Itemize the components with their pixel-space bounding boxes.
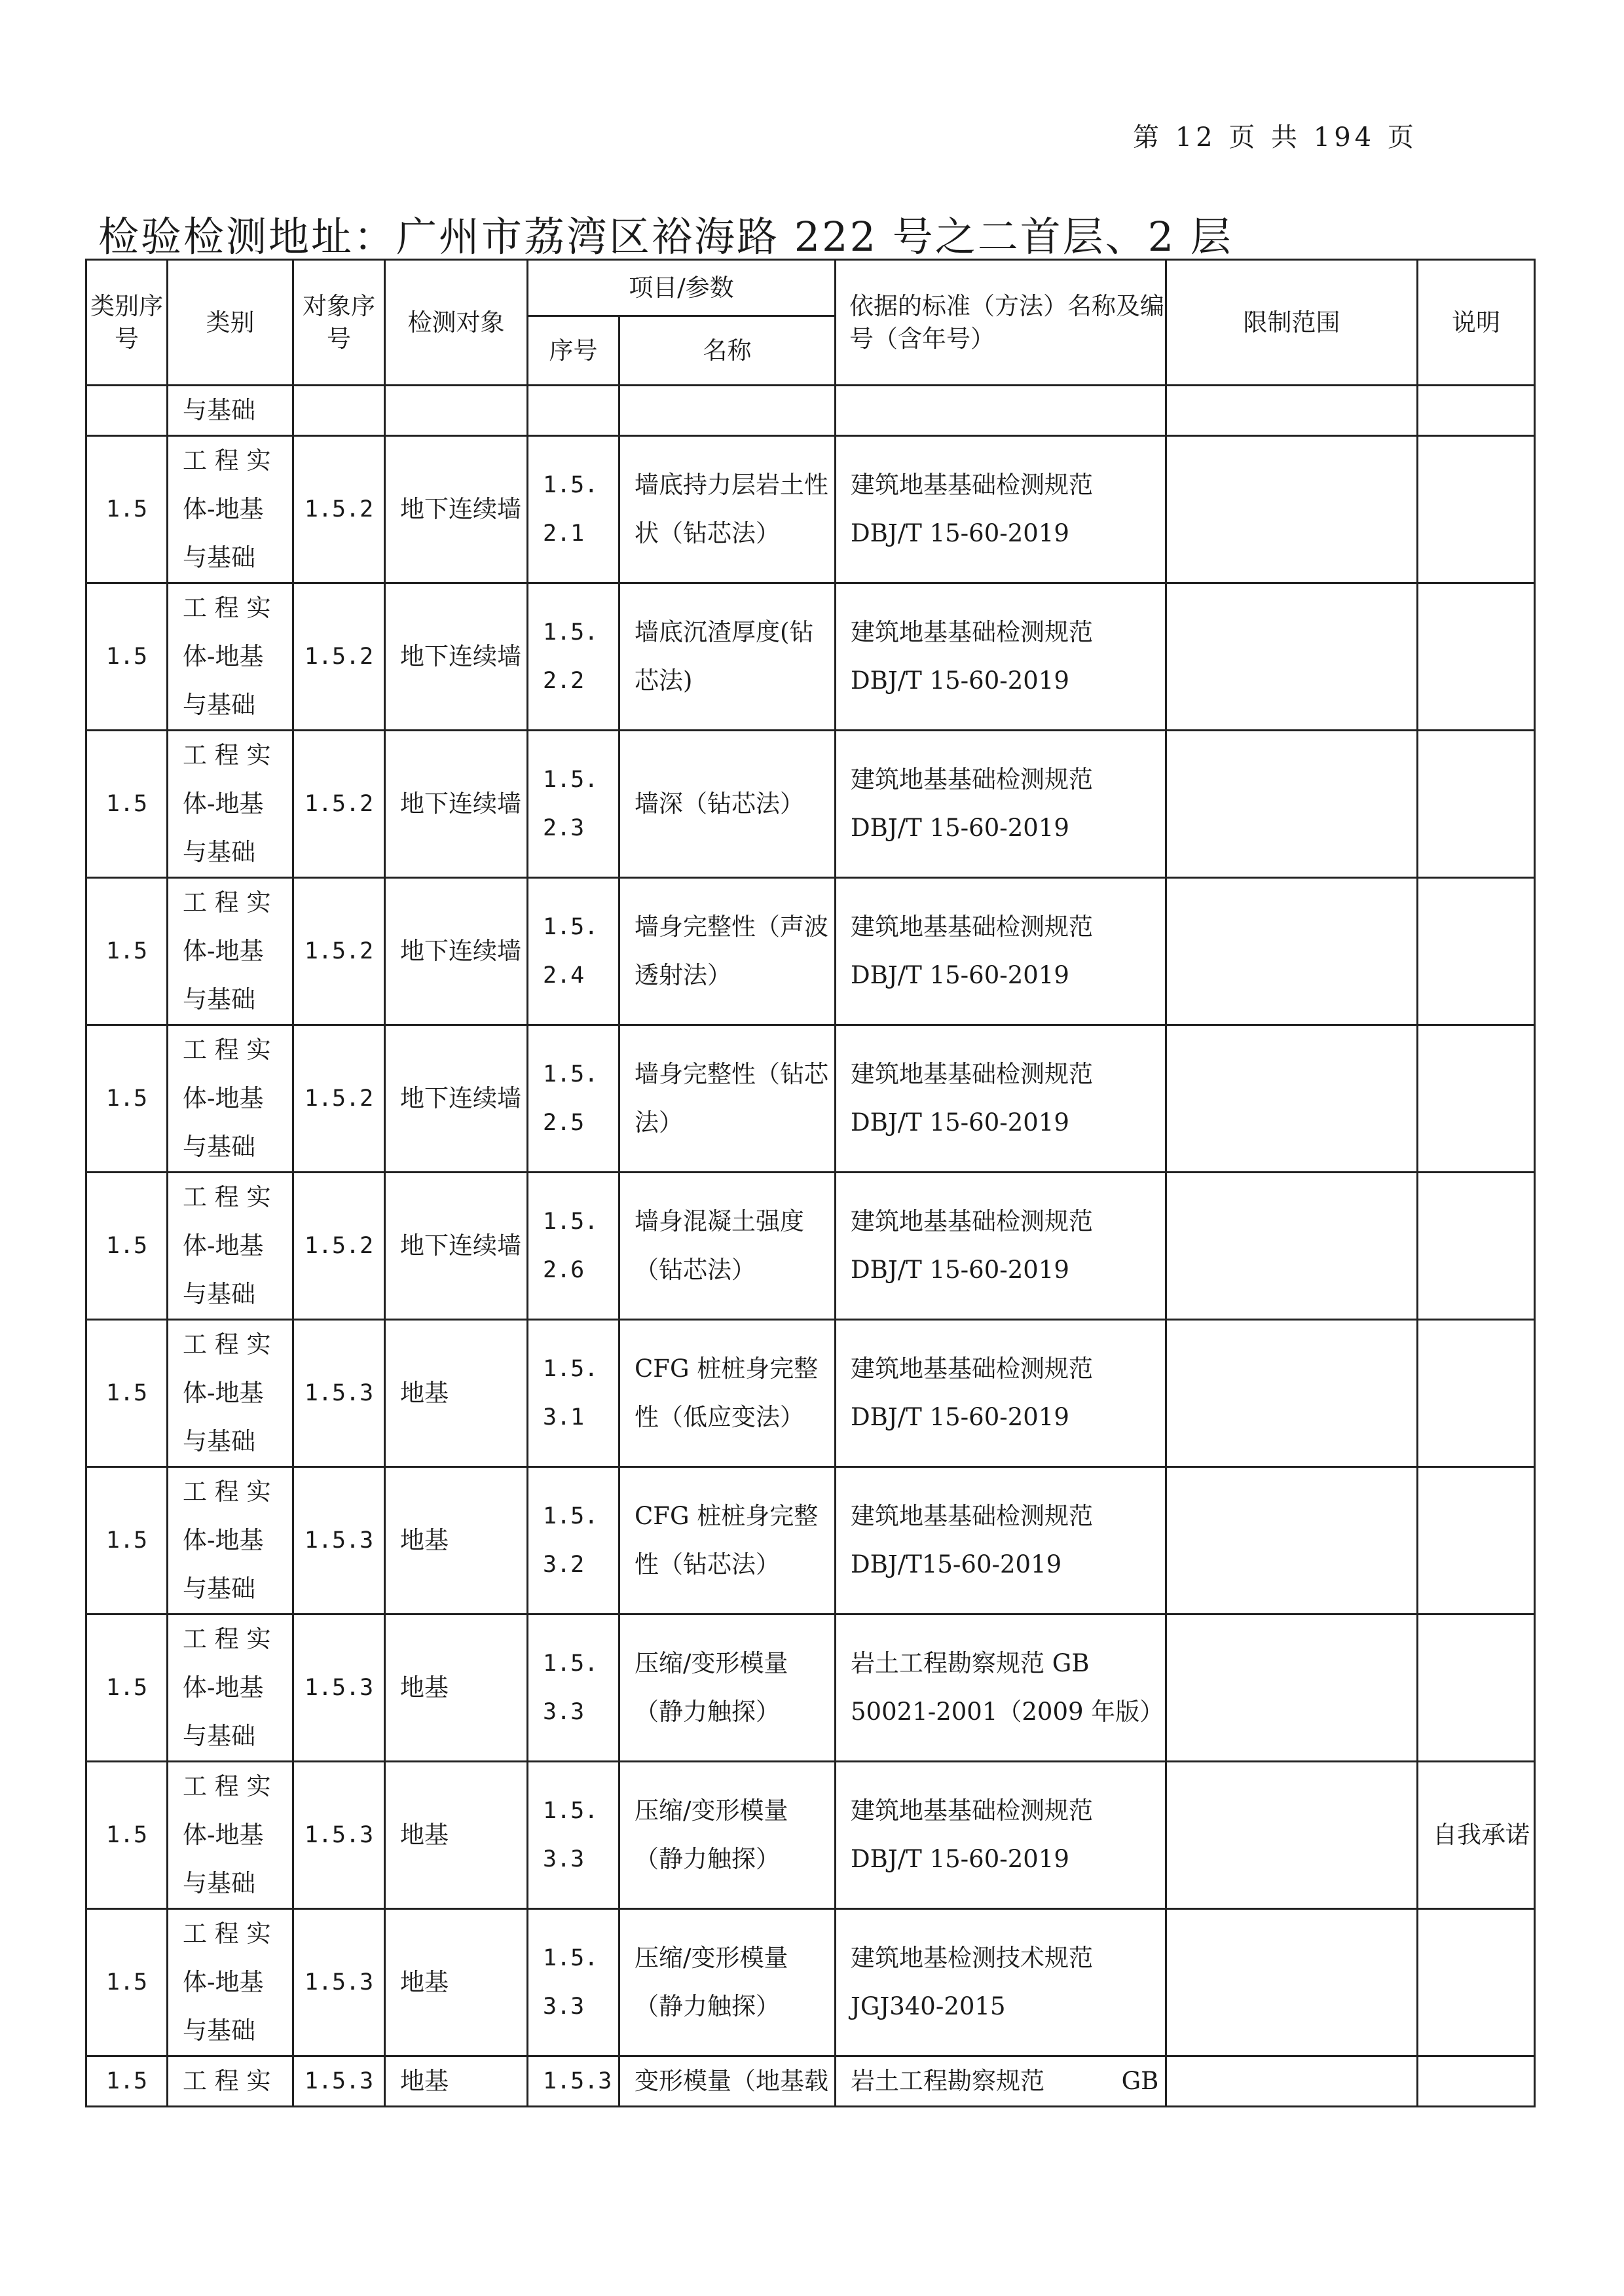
cell-note (1418, 731, 1535, 878)
cell-cat (168, 1909, 293, 2056)
cell-cat-line: 工 程 实 (183, 1625, 271, 1653)
cell-cat-line: 与基础 (183, 2016, 255, 2045)
cell-cat-seq: 1.5 (86, 1173, 168, 1320)
cell-cat (168, 1320, 293, 1467)
cell-obj-seq: 1.5.3 (293, 1762, 385, 1909)
header-cat: 类别 (168, 260, 293, 386)
cell-cat-line: 体-地基 (183, 1821, 264, 1849)
cell-obj-seq: 1.5.2 (293, 436, 385, 583)
cell-note (1418, 2056, 1535, 2107)
cell-cat-line: 工 程 实 (183, 1920, 271, 1948)
cell-standard: 建筑地基检测技术规范 JGJ340-2015 (836, 1909, 1166, 2056)
cell-cat (168, 1467, 293, 1614)
cell-note (1418, 1173, 1535, 1320)
cell-standard: 建筑地基基础检测规范 DBJ/T 15-60-2019 (836, 436, 1166, 583)
cell-cat-line: 工 程 实 (183, 1772, 271, 1800)
cell-obj-seq: 1.5.3 (293, 1467, 385, 1614)
header-item-name: 名称 (619, 316, 836, 386)
cell-item-seq: 1.5.2.5 (528, 1025, 619, 1173)
cell-item-seq: 1.5.2.1 (528, 436, 619, 583)
cell-cat (168, 878, 293, 1025)
cell-item-seq: 1.5.2.2 (528, 583, 619, 731)
cell-limit (1166, 1025, 1418, 1173)
table-row (86, 878, 1535, 1025)
cell-obj: 地下连续墙 (385, 583, 528, 731)
cell-limit (1166, 1173, 1418, 1320)
cell-obj-seq: 1.5.2 (293, 731, 385, 878)
cell-cat-line: 体-地基 (183, 937, 264, 965)
cell-cat-line: 与基础 (183, 543, 255, 572)
table-row (86, 1025, 1535, 1173)
cell-obj: 地基 (385, 1762, 528, 1909)
cell-note (1418, 1909, 1535, 2056)
header-item-seq: 序号 (528, 316, 619, 386)
cell-limit (1166, 1909, 1418, 2056)
cell-cat-seq: 1.5 (86, 1467, 168, 1614)
cell-item-seq: 1.5.2.3 (528, 731, 619, 878)
cell-item-name: 墙身完整性（声波透射法） (619, 878, 836, 1025)
cell-cat-seq: 1.5 (86, 1909, 168, 2056)
header-cat-seq: 类别序号 (86, 260, 168, 386)
cell-cat-line: 体-地基 (183, 1968, 264, 1996)
cell-standard: 建筑地基基础检测规范 DBJ/T 15-60-2019 (836, 1173, 1166, 1320)
cell-cat-line: 与基础 (183, 1869, 255, 1897)
cell-cat-line: 体-地基 (183, 642, 264, 670)
cell-cat-line: 工 程 实 (183, 741, 271, 769)
cell-standard: 建筑地基基础检测规范 DBJ/T 15-60-2019 (836, 731, 1166, 878)
header-obj-seq: 对象序号 (293, 260, 385, 386)
cell-note: 自我承诺 (1418, 1762, 1535, 1909)
cell-cat-line: 与基础 (183, 1280, 255, 1308)
cell-obj-seq: 1.5.2 (293, 583, 385, 731)
cell-cat-seq: 1.5 (86, 731, 168, 878)
cell-obj: 地基 (385, 1320, 528, 1467)
cell-cat-seq: 1.5 (86, 1025, 168, 1173)
cell-cat-line: 工 程 实 (183, 1036, 271, 1064)
cell-item-seq: 1.5.2.6 (528, 1173, 619, 1320)
cell-cat-line: 体-地基 (183, 1526, 264, 1554)
cell-obj-seq: 1.5.3 (293, 1614, 385, 1762)
cell-item-name: 墙底沉渣厚度(钻芯法) (619, 583, 836, 731)
header-limit: 限制范围 (1166, 260, 1418, 386)
cell-cat-line: 与基础 (183, 985, 255, 1013)
cell-standard: 建筑地基基础检测规范 DBJ/T 15-60-2019 (836, 878, 1166, 1025)
cell-limit (1166, 1320, 1418, 1467)
cell-cat: 工 程 实 (168, 2056, 293, 2107)
header-standard: 依据的标准（方法）名称及编号（含年号） (836, 260, 1166, 386)
cell-item-name: CFG 桩桩身完整性（低应变法） (619, 1320, 836, 1467)
cell-obj-seq: 1.5.2 (293, 1025, 385, 1173)
cell-obj-seq: 1.5.3 (293, 2056, 385, 2107)
cell-cat-line: 与基础 (183, 691, 255, 719)
cell-cat-seq: 1.5 (86, 1320, 168, 1467)
cell-obj: 地下连续墙 (385, 731, 528, 878)
cell-cat-line: 工 程 实 (183, 446, 271, 475)
cell-cat-line: 工 程 实 (183, 888, 271, 917)
table-row (86, 1614, 1535, 1762)
table-row (86, 1762, 1535, 1909)
cell-limit (1166, 436, 1418, 583)
cell-obj-seq: 1.5.2 (293, 878, 385, 1025)
cell-cat-line: 体-地基 (183, 1673, 264, 1702)
table-row (86, 583, 1535, 731)
cell-obj-seq: 1.5.3 (293, 1909, 385, 2056)
cell-cat (168, 1614, 293, 1762)
cell-cat (168, 1762, 293, 1909)
scope-table (85, 259, 1536, 2107)
cell-item-seq: 1.5.3.3 (528, 1909, 619, 2056)
cell-cat-line: 与基础 (183, 1133, 255, 1161)
cell-obj-seq: 1.5.2 (293, 1173, 385, 1320)
cell-item-name: 压缩/变形模量（静力触探） (619, 1762, 836, 1909)
cell-cat-line: 与基础 (183, 1722, 255, 1750)
header-item-group: 项目/参数 (528, 260, 836, 316)
cell-cat: 与基础 (168, 386, 293, 436)
table-row (86, 2056, 1535, 2107)
cell-item-name: 墙底持力层岩土性状（钻芯法） (619, 436, 836, 583)
cell-obj-seq: 1.5.3 (293, 1320, 385, 1467)
table-row (86, 1320, 1535, 1467)
header-note: 说明 (1418, 260, 1535, 386)
table-row (86, 731, 1535, 878)
header-obj: 检测对象 (385, 260, 528, 386)
cell-cat-seq: 1.5 (86, 583, 168, 731)
cell-standard: 建筑地基基础检测规范 DBJ/T 15-60-2019 (836, 1025, 1166, 1173)
cell-cat-seq: 1.5 (86, 1614, 168, 1762)
cell-cat-line: 体-地基 (183, 1231, 264, 1260)
cell-note (1418, 1320, 1535, 1467)
cell-cat (168, 1025, 293, 1173)
cell-item-seq: 1.5.3.3 (528, 1614, 619, 1762)
cell-cat-line: 体-地基 (183, 790, 264, 818)
cell-cat (168, 583, 293, 731)
cell-cat (168, 436, 293, 583)
cell-item-name: 变形模量（地基载 (619, 2056, 836, 2107)
cell-cat-line: 体-地基 (183, 1379, 264, 1407)
cell-item-name: 墙身混凝土强度（钻芯法） (619, 1173, 836, 1320)
cell-standard: 建筑地基基础检测规范 DBJ/T 15-60-2019 (836, 583, 1166, 731)
cell-limit (1166, 1467, 1418, 1614)
table-row (86, 1909, 1535, 2056)
cell-cat-line: 工 程 实 (183, 1478, 271, 1506)
table-row (86, 1173, 1535, 1320)
cell-limit (1166, 583, 1418, 731)
cell-limit (1166, 2056, 1418, 2107)
cell-item-seq: 1.5.2.4 (528, 878, 619, 1025)
cell-item-seq: 1.5.3.1 (528, 1320, 619, 1467)
cell-item-name: 压缩/变形模量（静力触探） (619, 1614, 836, 1762)
cell-obj: 地基 (385, 1614, 528, 1762)
table-row (86, 436, 1535, 583)
cell-note (1418, 878, 1535, 1025)
cell-obj: 地基 (385, 1467, 528, 1614)
cell-cat-line: 工 程 实 (183, 1330, 271, 1358)
cell-item-seq: 1.5.3.3 (528, 1762, 619, 1909)
table-row (86, 386, 1535, 436)
cell-cat-line: 与基础 (183, 1575, 255, 1603)
cell-obj: 地下连续墙 (385, 1173, 528, 1320)
cell-cat (168, 731, 293, 878)
cell-item-name: 墙身完整性（钻芯法） (619, 1025, 836, 1173)
cell-cat-line: 体-地基 (183, 495, 264, 523)
cell-item-name: 压缩/变形模量（静力触探） (619, 1909, 836, 2056)
cell-cat-seq: 1.5 (86, 1762, 168, 1909)
cell-cat-line: 工 程 实 (183, 594, 271, 622)
cell-item-seq: 1.5.3.2 (528, 1467, 619, 1614)
cell-obj: 地基 (385, 1909, 528, 2056)
cell-cat-line: 工 程 实 (183, 1183, 271, 1211)
cell-note (1418, 436, 1535, 583)
cell-item-seq: 1.5.3 (528, 2056, 619, 2107)
cell-standard: 建筑地基基础检测规范 DBJ/T 15-60-2019 (836, 1320, 1166, 1467)
cell-cat-seq: 1.5 (86, 436, 168, 583)
cell-item-name: 墙深（钻芯法） (619, 731, 836, 878)
cell-note (1418, 1467, 1535, 1614)
cell-cat (168, 1173, 293, 1320)
cell-cat-seq: 1.5 (86, 2056, 168, 2107)
cell-limit (1166, 1614, 1418, 1762)
cell-standard: 建筑地基基础检测规范 DBJ/T 15-60-2019 (836, 1762, 1166, 1909)
cell-obj: 地下连续墙 (385, 878, 528, 1025)
cell-note (1418, 1025, 1535, 1173)
test-address: 检验检测地址：广州市荔湾区裕海路 222 号之二首层、2 层 (98, 213, 1233, 261)
table-row (86, 1467, 1535, 1614)
cell-standard: 建筑地基基础检测规范 DBJ/T15-60-2019 (836, 1467, 1166, 1614)
cell-obj: 地下连续墙 (385, 436, 528, 583)
cell-standard: 岩土工程勘察规范 GB (836, 2056, 1166, 2107)
cell-cat-line: 体-地基 (183, 1084, 264, 1112)
cell-obj: 地基 (385, 2056, 528, 2107)
cell-note (1418, 1614, 1535, 1762)
cell-cat-line: 与基础 (183, 1427, 255, 1455)
cell-obj: 地下连续墙 (385, 1025, 528, 1173)
cell-note (1418, 583, 1535, 731)
cell-limit (1166, 731, 1418, 878)
cell-limit (1166, 1762, 1418, 1909)
cell-cat-seq: 1.5 (86, 878, 168, 1025)
cell-limit (1166, 878, 1418, 1025)
page-number: 第 12 页 共 194 页 (1133, 122, 1418, 153)
cell-cat-line: 与基础 (183, 838, 255, 866)
cell-item-name: CFG 桩桩身完整性（钻芯法） (619, 1467, 836, 1614)
cell-standard: 岩土工程勘察规范 GB 50021-2001（2009 年版） (836, 1614, 1166, 1762)
